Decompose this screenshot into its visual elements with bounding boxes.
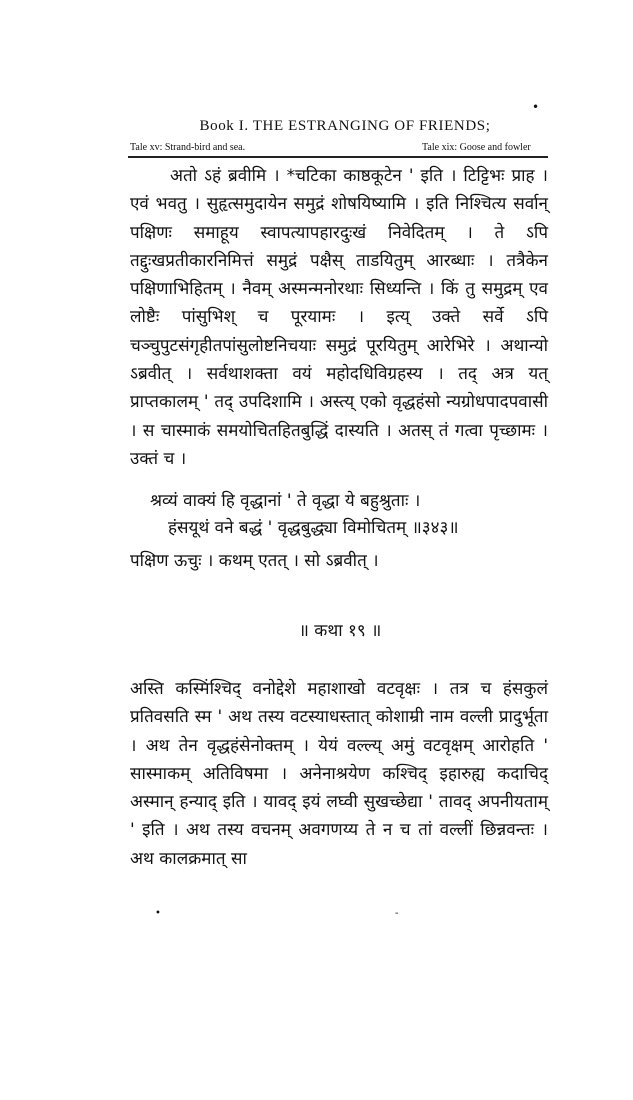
- paragraph-1-text: अतो ऽहं ब्रवीमि । *चटिका काष्ठकूटेन ' इति । टिट्टिभः प्राह । एवं भवतु । सुहृत्समुदायेन समुद्रं शोषयिष्यामि । इति निश्चित्य सर्वान् पक्षिणः समाहूय स्वापत्यापहारदुःखं निवेदितम् । ते ऽपि तद्दुःखप्रतीकारनिमित्तं समुद्रं पक्षैस् ताडयितुम् आरब्धाः । तत्रैकेन पक्षिणाभिहितम् । नैवम् अस्मन्मनोरथाः सिध्यन्ति । किं तु समुद्रम् एव लोष्टैः पांसुभिश् च पूरयामः । इत्य् उक्ते सर्वे ऽपि चञ्चुपुटसंगृहीतपांसुलोष्टनिचयाः समुद्रं पूरयितुम् आरेभिरे । अथान्यो ऽब्रवीत् । सर्वथाशक्ता वयं महोदधिविग्रहस्य । तद् अत्र यत् प्राप्तकालम् ' तद् उपदिशामि । अस्त्य् एको वृद्धहंसो न्यग्रोधपादपवासी । स चास्माकं समयोचितहितबुद्धिं दास्यति । अतस् तं गत्वा पृच्छामः । उक्तं च ।: [130, 166, 548, 469]
- running-head-title: Book I. THE ESTRANGING OF FRIENDS;: [199, 118, 491, 134]
- story-heading: ॥ कथा १९ ॥: [298, 621, 382, 641]
- running-head-right-subtitle: Tale xix: Goose and fowler: [422, 142, 531, 153]
- paragraph-2-text: अस्ति कस्मिंश्चिद् वनोद्देशे महाशाखो वटवृक्षः । तत्र च हंसकुलं प्रतिवसति स्म ' अथ तस्य वटस्याधस्तात् कोशाम्री नाम वल्ली प्रादुर्भूता । अथ तेन वृद्धहंसेनोक्तम् । येयं वल्ल्य् अमुं वटवृक्षम् आरोहति ' सास्माकम् अतिविषमा । अनेनाश्रयेण कश्चिद् इहारुह्य कदाचिद् अस्मान् हन्याद् इति । यावद् इयं लघ्वी सुखच्छेद्या ' तावद् अपनीयताम् ' इति । अथ तस्य वचनम् अवगणय्य ते न च तां वल्लीं छिन्नवन्तः । अथ कालक्रमात् सा: [130, 679, 548, 869]
- printer-dot: •: [532, 100, 540, 114]
- after-verse-line: पक्षिण ऊचुः । कथम् एतत् । सो ऽब्रवीत् ।: [130, 551, 379, 571]
- verse-line-1: श्रव्यं वाक्यं हि वृद्धानां ' ते वृद्धा ये बहुश्रुताः ।: [150, 491, 421, 511]
- verse: [150, 488, 550, 542]
- header-rule: [128, 156, 548, 158]
- verse-line-2: हंसयूथं वने बद्धं ' वृद्धबुद्ध्या विमोचितम् ॥३४३॥: [168, 518, 459, 538]
- print-mark-left: •: [155, 908, 161, 919]
- paragraph-1: [130, 162, 548, 473]
- running-head-left-subtitle: Tale xv: Strand-bird and sea.: [130, 142, 246, 153]
- print-mark-right: -: [395, 908, 399, 919]
- paragraph-2: [130, 675, 548, 873]
